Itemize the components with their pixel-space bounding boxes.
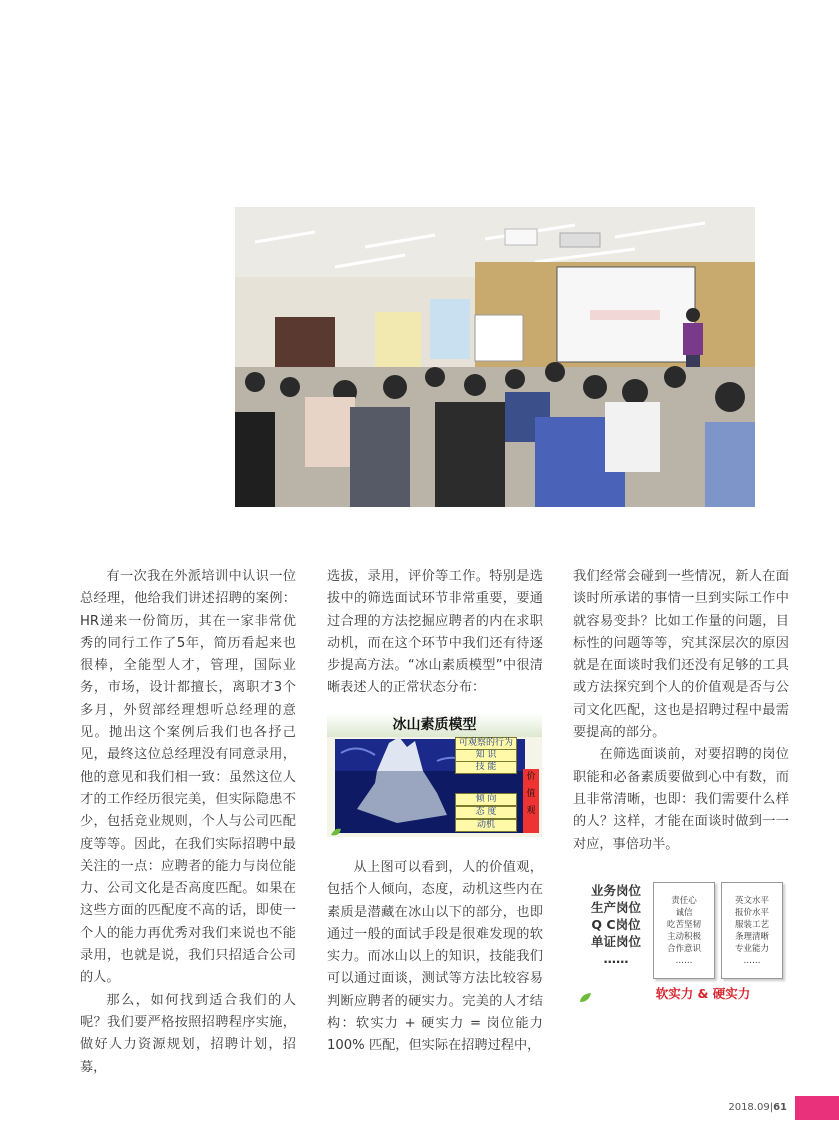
paragraph: 从上图可以看到，人的价值观，包括个人倾向，态度，动机这些内在素质是潜藏在冰山以下的部分，也即通过一般的面试手段是很难发现的软实力。而冰山以上的知识，技能我们可以通过面谈，测试等方法比较容易判断应聘者的硬实力。完美的人才结构：软实力 + 硬实力 = 岗位能力100% 匹配，但实际在招聘过程中， bbox=[327, 860, 543, 1054]
soft-hard-skills-figure bbox=[573, 872, 787, 1002]
issue-date: 2018.09 bbox=[728, 1102, 770, 1113]
position-item: 业务岗位 bbox=[590, 883, 641, 898]
paragraph: 有一次我在外派培训中认识一位总经理，他给我们讲述招聘的案例：HR递来一份简历，其在一家非常优秀的同行工作了5年，简历看起来也很棒，全能型人才，管理，国际业务，市场，设计都擅长，离职才3个多月，外贸部经理想听总经理的意见。抛出这个案例后我们也各抒己见，最终这位总经理没有同意录用，他的意见和我们相一致：虽然这位人才的工作经历很完美，但实际隐患不少，包括竞业规则，个人与公司匹配度等等。因此，在我们实际招聘中最关注的一点：应聘者的能力与岗位能力、公司文化是否高度匹配。如果在这些方面的匹配度不高的话，即使一个人的能力再优秀对我们来说也不能录用，也就是说，我们只招适合公司的人。 bbox=[80, 569, 296, 986]
accent-bar bbox=[795, 1096, 839, 1120]
paragraph: 我们经常会碰到一些情况，新人在面谈时所承诺的事情一旦到实际工作中就容易变卦？比如工作量的问题，目标性的问题等等，究其深层次的原因就是在面谈时我们还没有足够的工具或方法探究到个人的价值观是否与公司文化匹配，这也是招聘过程中最需要提高的部分。 bbox=[573, 569, 789, 741]
hard-skill-item: 条理清晰 bbox=[734, 932, 769, 942]
text-column-3 bbox=[573, 566, 789, 856]
hard-skill-item: 专业能力 bbox=[734, 944, 769, 954]
hard-skill-item: 报价水平 bbox=[734, 908, 769, 918]
soft-skill-item: 合作意识 bbox=[666, 944, 701, 954]
soft-skills-box bbox=[653, 882, 715, 979]
label-motive: 动机 bbox=[455, 819, 517, 832]
soft-skill-item: …… bbox=[675, 956, 693, 966]
position-item: Q C岗位 bbox=[591, 917, 641, 932]
page-footer: 2018.09|61 bbox=[728, 1102, 787, 1113]
paragraph: 选拔，录用，评价等工作。特别是选拔中的筛选面试环节非常重要，要通过合理的方法挖掘应聘者的内在求职动机，而在这个环节中我们还有待逐步提高方法。“冰山素质模型”中很清晰表述人的正常状态分布： bbox=[327, 569, 543, 696]
label-attitude: 态 度 bbox=[455, 806, 517, 819]
hard-skill-item: 英文水平 bbox=[734, 896, 769, 906]
label-observable-behavior: 可观察的行为 bbox=[455, 737, 517, 750]
hard-skill-item: …… bbox=[743, 956, 761, 966]
soft-skill-item: 吃苦坚韧 bbox=[666, 920, 701, 930]
position-list bbox=[579, 882, 653, 967]
soft-skill-item: 主动积极 bbox=[666, 932, 701, 942]
position-item: 单证岗位 bbox=[590, 934, 641, 949]
label-skill: 技 能 bbox=[455, 761, 517, 774]
position-item: …… bbox=[603, 951, 629, 966]
classroom-photo bbox=[235, 207, 755, 507]
label-values: 价值观 bbox=[523, 769, 539, 833]
soft-skill-item: 责任心 bbox=[671, 896, 697, 906]
label-knowledge: 知 识 bbox=[455, 749, 517, 762]
iceberg-model-figure bbox=[327, 713, 542, 837]
label-tendency: 倾 向 bbox=[455, 793, 517, 806]
position-item: 生产岗位 bbox=[590, 900, 641, 915]
figure-caption: 软实力 & 硬实力 bbox=[655, 986, 751, 1001]
paragraph: 在筛选面谈前，对要招聘的岗位职能和必备素质要做到心中有数，而且非常清晰，也即：我们需要什么样的人？这样，才能在面谈时做到一一对应，事倍功半。 bbox=[573, 747, 789, 852]
paragraph: 那么，如何找到适合我们的人呢？我们要严格按照招聘程序实施，做好人力资源规划，招聘计划，招募， bbox=[80, 992, 296, 1075]
soft-skill-item: 诚信 bbox=[675, 908, 693, 918]
hard-skills-box bbox=[721, 882, 783, 979]
figure-title: 冰山素质模型 bbox=[327, 713, 542, 737]
hard-skill-item: 服装工艺 bbox=[734, 920, 769, 930]
leaf-icon bbox=[579, 992, 593, 1004]
page-number: 61 bbox=[773, 1102, 787, 1113]
text-column-1 bbox=[80, 566, 296, 1079]
